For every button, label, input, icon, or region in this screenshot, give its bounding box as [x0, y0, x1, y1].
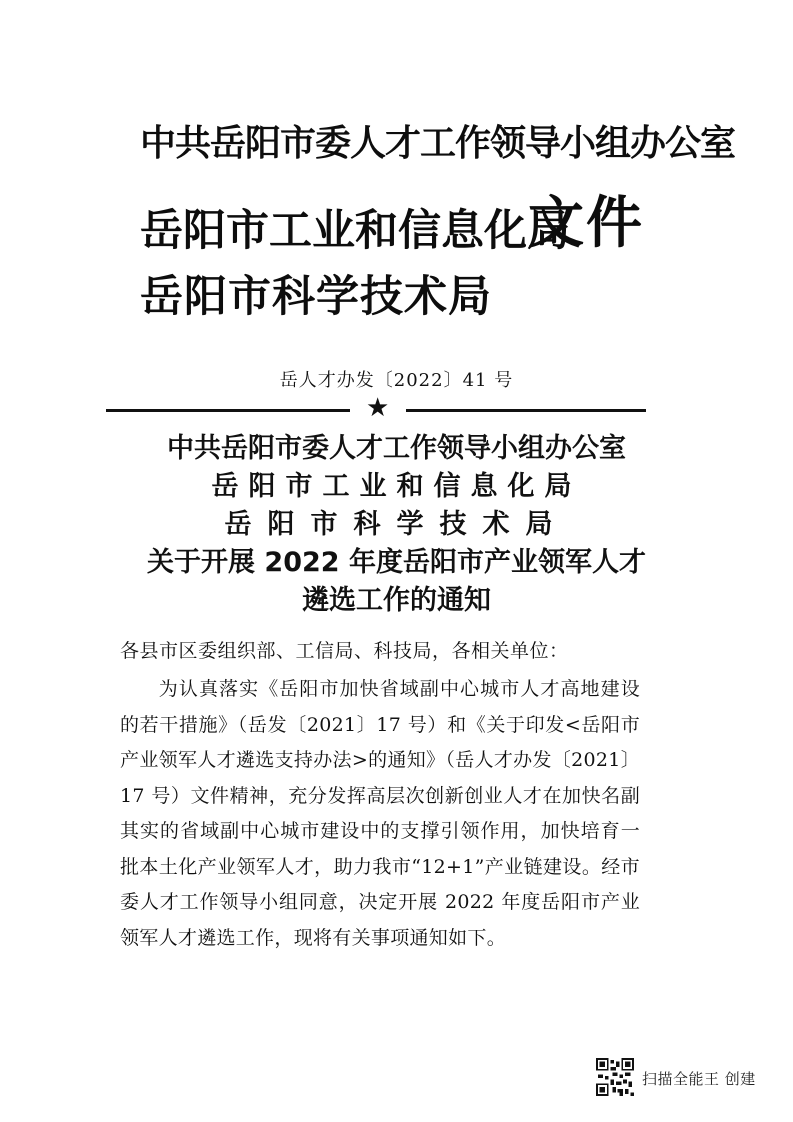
- header-divider: [106, 393, 646, 429]
- document-label: 文件: [528, 191, 644, 256]
- title-line: 关于开展 2022 年度岳阳市产业领军人才: [147, 547, 646, 578]
- star-icon: ★: [366, 393, 390, 423]
- issuer-industry-bureau: 岳阳市工业和信息化局: [140, 206, 570, 256]
- title-line: 岳阳市科学技术局: [224, 509, 569, 540]
- watermark-text: 扫描全能王 创建: [642, 1070, 756, 1088]
- document-number: 岳人才办发〔2022〕41 号: [279, 370, 514, 391]
- body-text: 为认真落实《岳阳市加快省域副中心城市人才高地建设的若干措施》（岳发〔2021〕17 号）和《关于印发<岳阳市产业领军人才遴选支持办法>的通知》（岳人才办发〔2021〕17 号）文件精神，充分发挥高层次创新创业人才在加快名副其实的省域副中心城市建设中的支撑引领作用，加快培育一批本土化产业领军人才，助力我市“12+1”产业链建设。经市委人才工作领导小组同意，决定开展 2022 年度岳阳市产业领军人才遴选工作，现将有关事项通知如下。: [120, 678, 640, 949]
- salutation: 各县市区委组织部、工信局、科技局，各相关单位：: [120, 640, 569, 662]
- body-paragraph: [120, 672, 640, 956]
- title-line: 岳阳市工业和信息化局: [211, 471, 582, 502]
- scanner-watermark: [596, 1058, 776, 1100]
- issuer-science-bureau: 岳阳市科学技术局: [140, 272, 492, 322]
- title-line: 中共岳阳市委人才工作领导小组办公室: [167, 433, 626, 464]
- divider-rule-left: [106, 409, 350, 412]
- qr-code-icon: [596, 1058, 634, 1096]
- issuer-party-office: 中共岳阳市委人才工作领导小组办公室: [140, 123, 736, 164]
- title-line: 遴选工作的通知: [302, 585, 491, 616]
- divider-rule-right: [406, 409, 646, 412]
- document-title: [0, 430, 793, 620]
